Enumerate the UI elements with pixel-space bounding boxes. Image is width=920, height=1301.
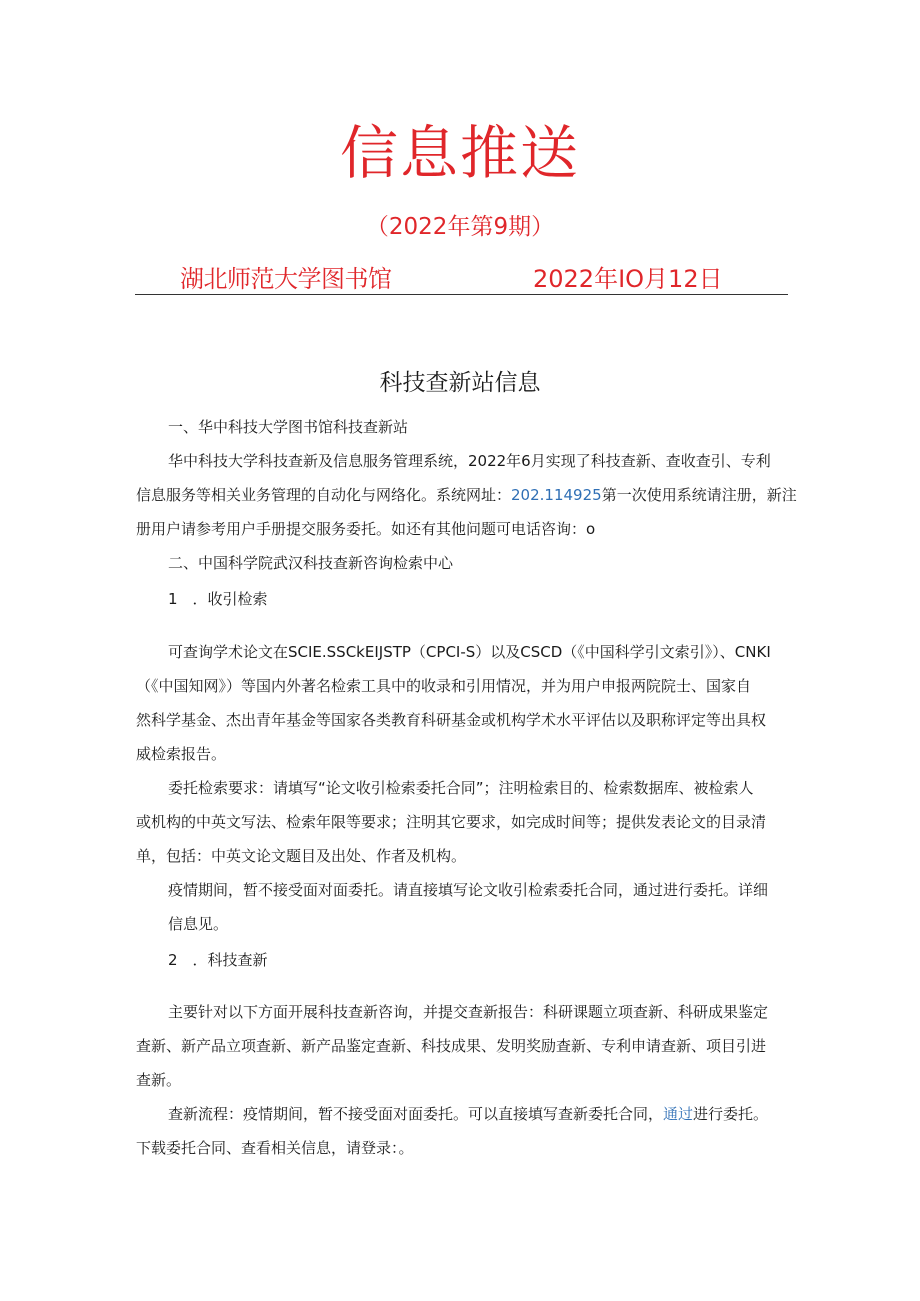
issue-date: 2022年IO月12日 <box>533 265 723 293</box>
masthead-divider <box>135 294 788 295</box>
item2-p2-text: 查新流程：疫情期间，暂不接受面对面委托。可以直接填写查新委托合同， <box>168 1105 664 1123</box>
item2-p2-line2: 下载委托合同、查看相关信息，请登录：。 <box>136 1139 414 1157</box>
item2-p1-line2: 查新、新产品立项查新、新产品鉴定查新、科技成果、发明奖励查新、专利申请查新、项目引进 <box>136 1037 767 1055</box>
item2-p1-line3: 查新。 <box>136 1071 182 1089</box>
item1-p1-line2: （《中国知网》）等国内外著名检索工具中的收录和引用情况，并为用户申报两院院士、国家自 <box>136 677 752 695</box>
part1-line2 <box>136 478 797 512</box>
section-title: 科技查新站信息 <box>379 370 541 396</box>
part2-heading: 二、中国科学院武汉科技查新咨询检索中心 <box>168 554 454 572</box>
part1-heading: 一、华中科技大学图书馆科技查新站 <box>168 418 409 436</box>
part1-line2-text-end: 第一次使用系统请注册，新注 <box>601 486 797 504</box>
item2-p2-line1 <box>168 1097 768 1131</box>
item2-p2-text-end: 进行委托。 <box>693 1105 769 1123</box>
item1-heading: 1 ．收引检索 <box>168 590 268 608</box>
item1-p1-line4: 威检索报告。 <box>136 745 227 763</box>
item1-p1-line3: 然科学基金、杰出青年基金等国家各类教育科研基金或机构学术水平评估以及职称评定等出具权 <box>136 711 767 729</box>
item2-heading: 2 ．科技查新 <box>168 951 268 969</box>
masthead-title: 信息推送 <box>339 119 580 187</box>
item1-p3-line1: 疫情期间，暂不接受面对面委托。请直接填写论文收引检索委托合同，通过进行委托。详细 <box>168 881 769 899</box>
item1-p2-line2: 或机构的中英文写法、检索年限等要求；注明其它要求，如完成时间等；提供发表论文的目录清 <box>136 813 767 831</box>
part1-line1: 华中科技大学科技查新及信息服务管理系统，2022年6月实现了科技查新、查收查引、专利 <box>168 452 771 470</box>
part1-line3: 册用户请参考用户手册提交服务委托。如还有其他问题可电话咨询：o <box>136 520 596 538</box>
item2-p1-line1: 主要针对以下方面开展科技查新咨询，并提交查新报告：科研课题立项查新、科研成果鉴定 <box>168 1003 769 1021</box>
item1-p2-line3: 单，包括：中英文论文题目及出处、作者及机构。 <box>136 847 467 865</box>
system-url-link[interactable]: 202.114925 <box>511 486 602 504</box>
via-link[interactable]: 通过 <box>663 1105 694 1123</box>
item1-p3-line2: 信息见。 <box>168 915 229 933</box>
item1-p1-line1: 可查询学术论文在SCIE.SSCkEIJSTP（CPCI-S）以及CSCD（《中国科学引文索引》）、CNKI <box>168 643 771 661</box>
organization-name: 湖北师范大学图书馆 <box>180 265 392 293</box>
item1-p2-line1: 委托检索要求：请填写“论文收引检索委托合同”；注明检索目的、检索数据库、被检索人 <box>168 779 754 797</box>
part1-line2-text: 信息服务等相关业务管理的自动化与网络化。系统网址： <box>136 486 512 504</box>
issue-number: （2022年第9期） <box>365 214 555 240</box>
